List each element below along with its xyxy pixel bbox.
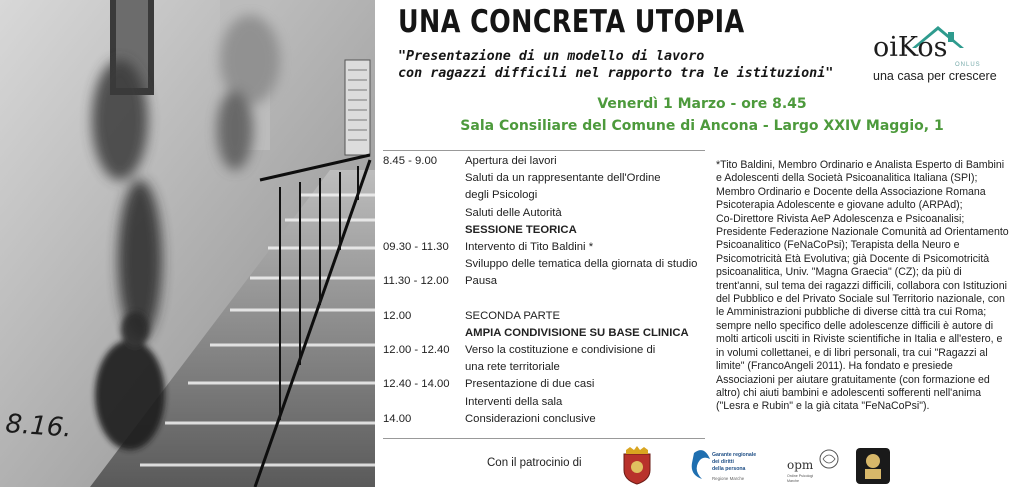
program-row (383, 170, 713, 187)
garante-line-1: Garante regionale (712, 452, 757, 458)
staircase-photo-image (0, 0, 375, 487)
program-activity: Saluti delle Autorità (465, 206, 562, 219)
program-time (383, 170, 465, 187)
subtitle-line-2: con ragazzi difficili nel rapporto tra le istituzioni" (398, 66, 834, 81)
event-title: UNA CONCRETA UTOPIA (398, 4, 745, 40)
program-row (383, 376, 713, 393)
program-activity: Pausa (465, 275, 498, 288)
program-activity: SESSIONE TEORICA (465, 223, 577, 236)
program-row (383, 291, 713, 308)
program-row (383, 411, 713, 428)
program-row (383, 394, 713, 411)
program-activity: una rete territoriale (465, 361, 560, 374)
program-time (383, 205, 465, 222)
program-row (383, 273, 713, 290)
program-divider-bottom (383, 438, 705, 439)
subtitle-line-1: "Presentazione di un modello di lavoro (398, 49, 705, 64)
program-row (383, 153, 713, 170)
program-row (383, 187, 713, 204)
event-subtitle (398, 48, 833, 82)
program-row (383, 342, 713, 359)
event-date: Venerdì 1 Marzo - ore 8.45 (597, 96, 807, 112)
garante-line-2: dei diritti (712, 459, 734, 465)
program-time (383, 359, 465, 376)
opm-sub-2: Marche (787, 479, 799, 483)
speaker-bio: *Tito Baldini, Membro Ordinario e Analista Esperto di Bambini e Adolescenti della Società Psicoanalitica Italiana (SPI); Membro Ordinario e Docente della Associazione Romana Psicoterapia Adolescente e giovane adulto (ARPAd); Co-Direttore Rivista AeP Adolescenza e Psicoanalisi; Presidente Federazione Nazionale Comunità ad Orientamento Psicoanalitico (FeNaCoPsi); Terapista della Neuro e Psicomotricità Età Evolutiva; già Docente di Psicomotricità psicoanalitica, Univ. "Magna Graecia" (CZ); da più di trent'anni, sul tema dei ragazzi difficili, collabora con Istituzioni del Pubblico e del Privato Sociale sul Territorio nazionale, con le Amministrazioni pubbliche di diverse città tra cui Roma; sempre nello specifico delle adolescenze difficili è autore di molti articoli usciti in Riviste scientifiche in Italia e all'estero, e in volumi collettanei, e di libri personali, tra cui "Ragazzi al limite" (FrancoAngeli 2011). Ha fondato e presiede Associazioni per aiutare gratuitamente (con formazione ed altro) chi aiuti bambini e adolescenti sofferenti nell'anima ("Lesra e Rubin" e la già citata "FeNaCoPsi"). (716, 159, 1009, 413)
program-time (383, 394, 465, 411)
program-time (383, 325, 465, 342)
program-time: 09.30 - 11.30 (383, 240, 449, 253)
garante-line-4: Regione Marche (712, 476, 745, 481)
program-activity: SECONDA PARTE (465, 309, 561, 322)
program-divider-top (383, 150, 705, 151)
patronage-label: Con il patrocinio di (487, 457, 582, 469)
program-activity: Intervento di Tito Baldini * (465, 240, 594, 253)
program-activity: Sviluppo delle tematica della giornata di studio (465, 258, 698, 271)
garante-line-3: della persona (712, 466, 746, 472)
oikos-logo-onlus: ONLUS (955, 62, 981, 68)
oikos-logo-text: oiKos (873, 32, 948, 63)
program-activity: AMPIA CONDIVISIONE SU BASE CLINICA (465, 326, 689, 339)
opm-text: opm (787, 458, 814, 472)
ancona-coat-of-arms-icon (620, 446, 654, 486)
graffiti-text: 8.16. (4, 409, 73, 444)
program-time: 8.45 - 9.00 (383, 155, 438, 167)
program-time: 12.00 - 12.40 (383, 344, 450, 357)
program-activity: Considerazioni conclusive (465, 412, 596, 425)
program-time: 14.00 (383, 412, 412, 425)
program-activity (465, 291, 713, 308)
program-activity: degli Psicologi (465, 189, 538, 202)
program-time: 12.40 - 14.00 (383, 378, 450, 391)
program-row (383, 205, 713, 222)
program-time (383, 256, 465, 273)
program-row (383, 359, 713, 376)
program-time: 11.30 - 12.00 (383, 275, 449, 288)
program-row (383, 256, 713, 273)
program-row (383, 239, 713, 256)
program-time (383, 187, 465, 204)
program-activity: Saluti da un rappresentante dell'Ordine (465, 172, 661, 185)
event-place: Sala Consiliare del Comune di Ancona - Largo XXIV Maggio, 1 (460, 118, 944, 134)
garante-diritti-logo (690, 447, 760, 487)
program-time: 12.00 (383, 309, 412, 322)
program-activity: Apertura dei lavori (465, 155, 557, 167)
program-time (383, 291, 465, 308)
program-row (383, 325, 713, 342)
program-time (383, 222, 465, 239)
partner-emblem-icon (855, 447, 891, 485)
program-row (383, 222, 713, 239)
program-activity: Interventi della sala (465, 395, 563, 408)
program-activity: Presentazione di due casi (465, 378, 595, 391)
opm-logo (783, 447, 845, 485)
oikos-tagline: una casa per crescere (873, 69, 997, 83)
program-activity: Verso la costituzione e condivisione di (465, 344, 656, 357)
staircase-photo (0, 0, 375, 487)
program-schedule (383, 153, 713, 428)
program-row (383, 308, 713, 325)
opm-sub-1: Ordine Psicologi (787, 474, 814, 478)
